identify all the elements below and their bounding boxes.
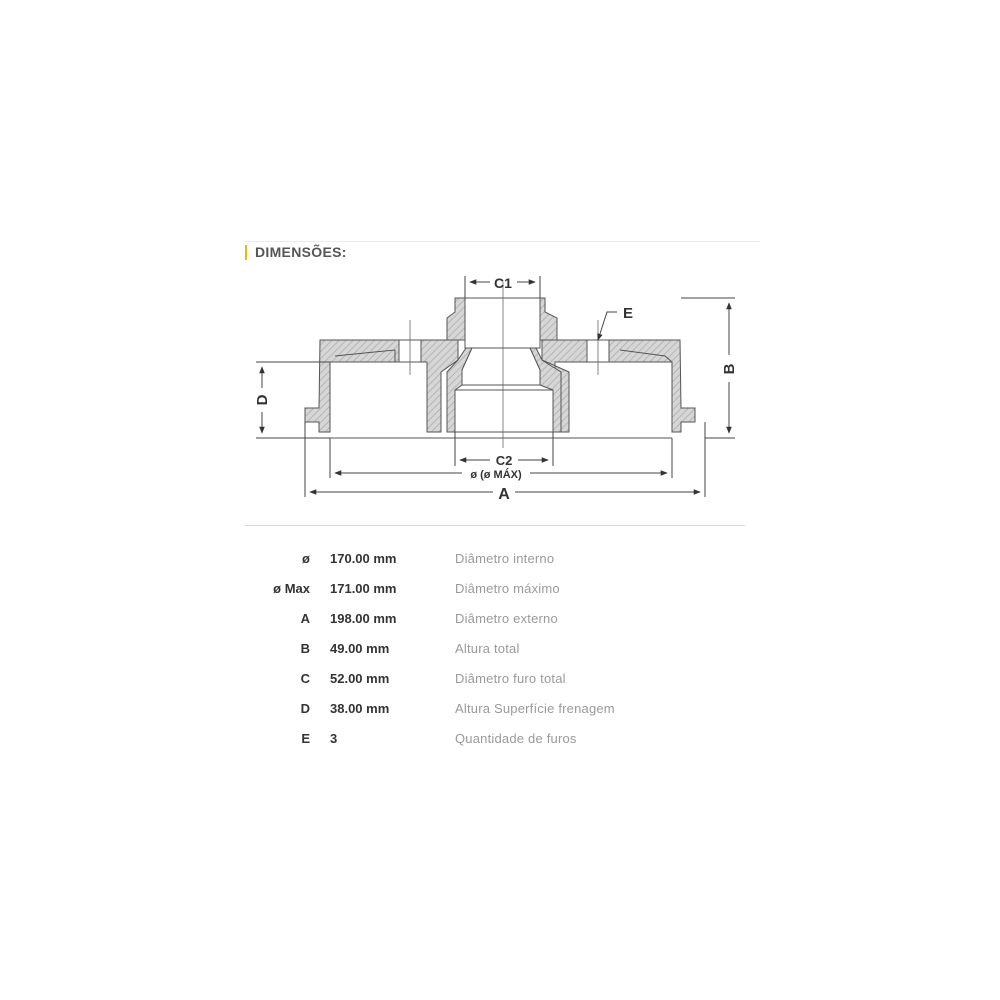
- section-header: [245, 244, 347, 260]
- spec-description: Altura total: [455, 641, 520, 656]
- label-b: B: [721, 363, 738, 375]
- spec-description: Altura Superfície frenagem: [455, 701, 615, 716]
- spec-description: Diâmetro furo total: [455, 671, 566, 686]
- spec-row-d: [0, 692, 1000, 722]
- spec-symbol: A: [300, 611, 310, 626]
- label-c2: C2: [495, 453, 513, 468]
- spec-description: Diâmetro externo: [455, 611, 558, 626]
- drum-right-wall: [542, 340, 695, 432]
- spec-row-a: [0, 602, 1000, 632]
- spec-symbol: B: [300, 641, 310, 656]
- spec-symbol: D: [300, 701, 310, 716]
- hub-right: [540, 298, 557, 340]
- spec-row-c: [0, 662, 1000, 692]
- spec-row-b: [0, 632, 1000, 662]
- spec-value: 52.00 mm: [330, 671, 390, 686]
- header-accent-bar: [245, 245, 247, 260]
- label-d: D: [254, 394, 271, 406]
- brake-drum-cross-section-diagram: [240, 265, 760, 510]
- spec-row-diameter: [0, 542, 1000, 572]
- spec-row-e: [0, 722, 1000, 752]
- spec-symbol: ø: [302, 551, 310, 566]
- hub-left: [447, 298, 465, 340]
- spec-value: 198.00 mm: [330, 611, 397, 626]
- label-e: E: [622, 305, 634, 322]
- spec-symbol: ø Max: [273, 581, 310, 596]
- section-title: DIMENSÕES:: [255, 244, 347, 260]
- spec-description: Diâmetro interno: [455, 551, 555, 566]
- spec-row-diameter-max: [0, 572, 1000, 602]
- spec-description: Quantidade de furos: [455, 731, 577, 746]
- top-rule: [245, 241, 760, 242]
- label-diameter: ø (ø MÁX): [470, 469, 522, 481]
- label-c1: C1: [494, 275, 512, 291]
- spec-symbol: E: [301, 731, 310, 746]
- spec-value: 49.00 mm: [330, 641, 390, 656]
- spec-symbol: C: [300, 671, 310, 686]
- spec-description: Diâmetro máximo: [455, 581, 560, 596]
- spec-value: 38.00 mm: [330, 701, 390, 716]
- label-a: A: [498, 486, 510, 503]
- drum-left-wall: [305, 340, 458, 432]
- spec-value: 3: [330, 731, 338, 746]
- spec-value: 170.00 mm: [330, 551, 397, 566]
- section-divider: [245, 525, 745, 526]
- spec-value: 171.00 mm: [330, 581, 397, 596]
